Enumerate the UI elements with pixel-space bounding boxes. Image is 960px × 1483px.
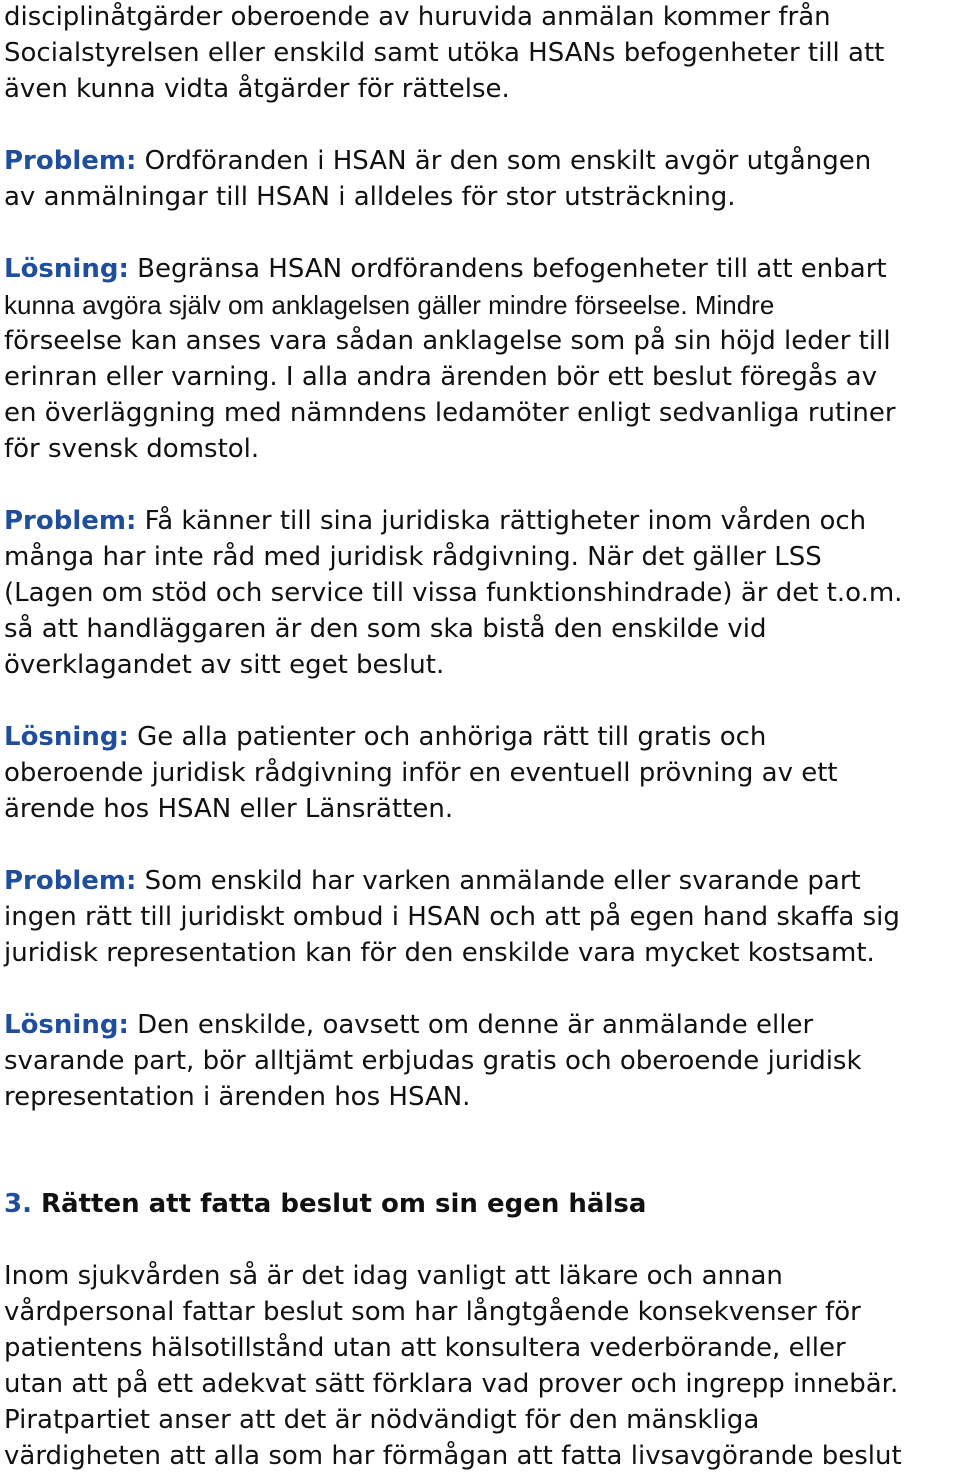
- text-line: en överläggning med nämndens ledamöter enligt sedvanliga rutiner: [4, 398, 896, 428]
- text-line: även kunna vidta åtgärder för rättelse.: [4, 74, 510, 104]
- text-line: juridisk representation kan för den enskilde vara mycket kostsamt.: [4, 938, 875, 968]
- text-line: patientens hälsotillstånd utan att konsultera vederbörande, eller: [4, 1333, 846, 1363]
- document-page: [4, 0, 956, 1474]
- text-line: utan att på ett adekvat sätt förklara vad prover och ingrepp innebär.: [4, 1369, 899, 1399]
- text-line: överklagandet av sitt eget beslut.: [4, 650, 445, 680]
- text-line: kunna avgöra själv om anklagelsen gäller mindre förseelse. Mindre: [4, 290, 775, 320]
- text-line: erinran eller varning. I alla andra ärenden bör ett beslut föregås av: [4, 362, 877, 392]
- text-fragment: Ge alla patienter och anhöriga rätt till gratis och: [128, 722, 767, 752]
- text-fragment: Den enskilde, oavsett om denne är anmälande eller: [128, 1010, 814, 1040]
- text-line: [4, 1007, 956, 1043]
- paragraph-closing: [4, 1258, 956, 1474]
- text-line: värdigheten att alla som har förmågan att fatta livsavgörande beslut: [4, 1441, 902, 1471]
- solution-label: Lösning:: [4, 254, 129, 284]
- text-fragment: Som enskild har varken anmälande eller svarande part: [136, 866, 861, 896]
- text-line: Socialstyrelsen eller enskild samt utöka HSANs befogenheter till att: [4, 38, 885, 68]
- text-line: vårdpersonal fattar beslut som har långtgående konsekvenser för: [4, 1297, 861, 1327]
- text-line: [4, 143, 956, 179]
- text-line: för svensk domstol.: [4, 434, 260, 464]
- text-line: (Lagen om stöd och service till vissa funktionshindrade) är det t.o.m.: [4, 578, 903, 608]
- text-line: Piratpartiet anser att det är nödvändigt för den mänskliga: [4, 1405, 760, 1435]
- text-line: [4, 863, 956, 899]
- paragraph-solution-1: [4, 251, 956, 467]
- problem-label: Problem:: [4, 506, 137, 536]
- text-fragment: Begränsa HSAN ordförandens befogenheter till att enbart: [128, 254, 887, 284]
- paragraph-intro: [4, 0, 956, 107]
- section-heading: [4, 1186, 956, 1222]
- text-fragment: Ordföranden i HSAN är den som enskilt avgör utgången: [136, 146, 872, 176]
- text-line: [4, 503, 956, 539]
- text-fragment: Få känner till sina juridiska rättigheter inom vården och: [136, 506, 867, 536]
- paragraph-problem-3: [4, 863, 956, 971]
- text-line: disciplinåtgärder oberoende av huruvida anmälan kommer från: [4, 2, 831, 32]
- problem-label: Problem:: [4, 146, 137, 176]
- text-line: förseelse kan anses vara sådan anklagelse som på sin höjd leder till: [4, 326, 891, 356]
- text-line: många har inte råd med juridisk rådgivning. När det gäller LSS: [4, 542, 822, 572]
- solution-label: Lösning:: [4, 722, 129, 752]
- text-line: representation i ärenden hos HSAN.: [4, 1082, 471, 1112]
- paragraph-problem-2: [4, 503, 956, 683]
- text-line: ärende hos HSAN eller Länsrätten.: [4, 794, 454, 824]
- solution-label: Lösning:: [4, 1010, 129, 1040]
- paragraph-problem-1: [4, 143, 956, 215]
- text-line: av anmälningar till HSAN i alldeles för stor utsträckning.: [4, 182, 736, 212]
- text-line: [4, 251, 956, 287]
- paragraph-solution-3: [4, 1007, 956, 1115]
- text-line: oberoende juridisk rådgivning inför en eventuell prövning av ett: [4, 758, 838, 788]
- problem-label: Problem:: [4, 866, 137, 896]
- text-line: [4, 719, 956, 755]
- section-number: 3.: [4, 1189, 32, 1219]
- paragraph-solution-2: [4, 719, 956, 827]
- text-line: svarande part, bör alltjämt erbjudas gratis och oberoende juridisk: [4, 1046, 862, 1076]
- text-line: så att handläggaren är den som ska bistå den enskilde vid: [4, 614, 767, 644]
- text-line: ingen rätt till juridiskt ombud i HSAN och att på egen hand skaffa sig: [4, 902, 900, 932]
- text-line: Inom sjukvården så är det idag vanligt att läkare och annan: [4, 1261, 783, 1291]
- section-title: Rätten att fatta beslut om sin egen hälsa: [31, 1189, 647, 1219]
